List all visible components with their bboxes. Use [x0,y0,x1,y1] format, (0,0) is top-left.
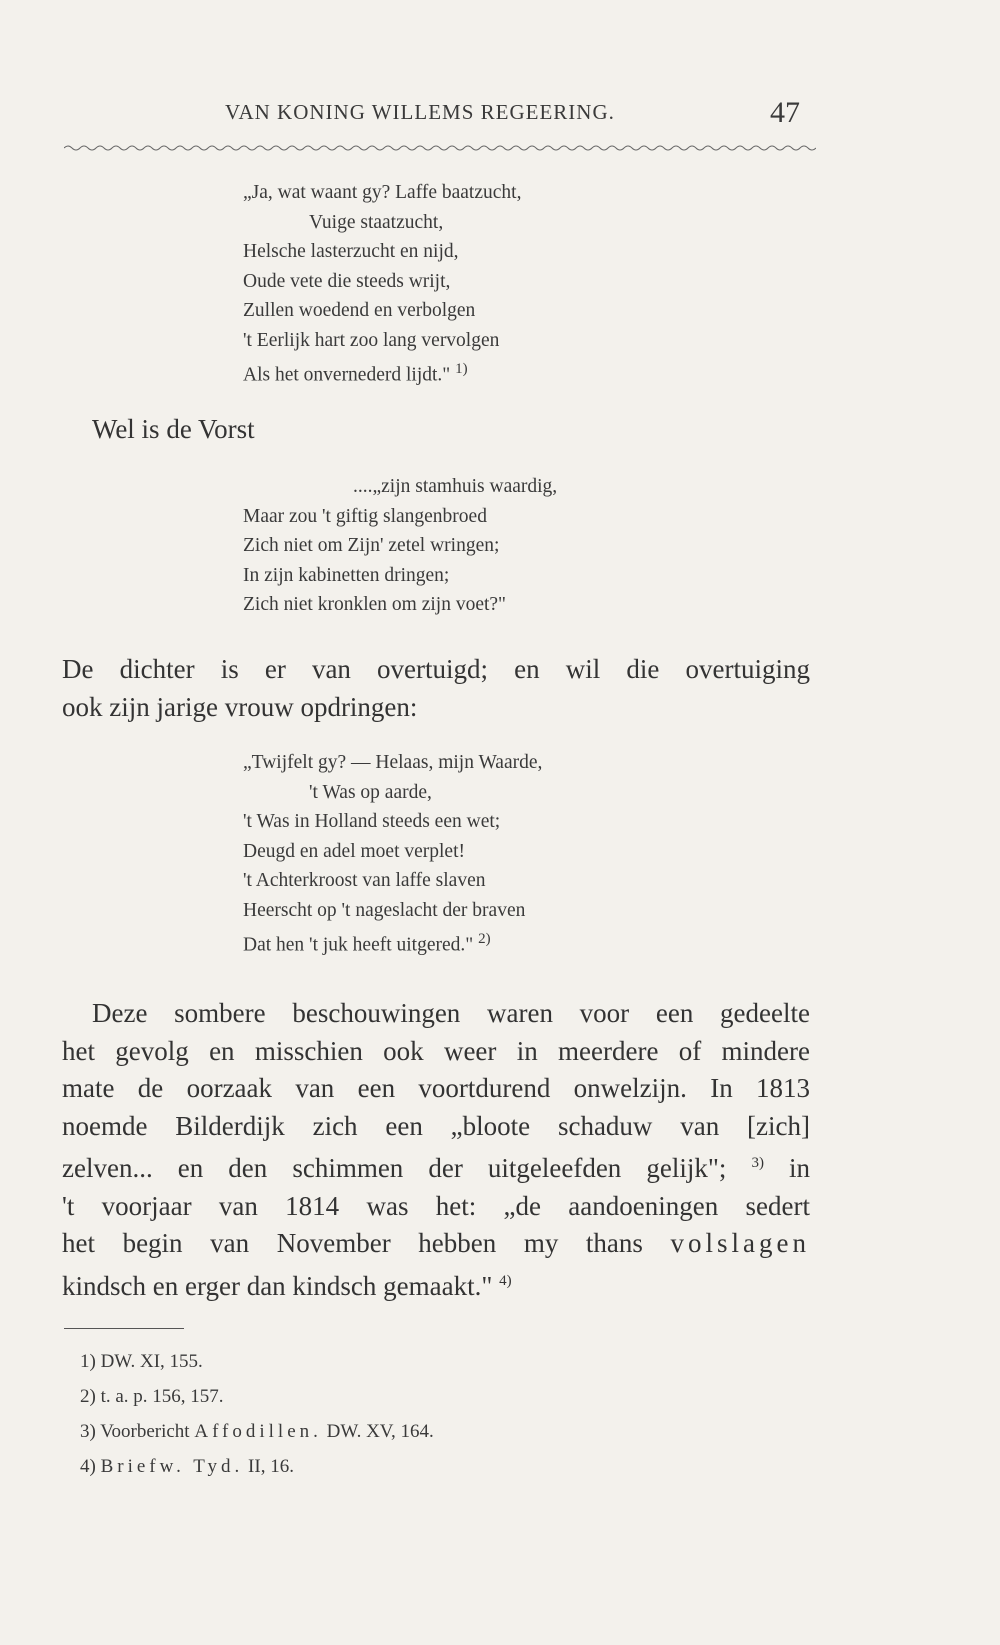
footnote-text: II, 16. [248,1456,294,1477]
verse-stanza-3 [243,748,542,960]
prose-line: noemde Bilderdijk zich een „bloote schaduw van [zich] [62,1110,810,1141]
verse-line: „Twijfelt gy? — Helaas, mijn Waarde, [243,752,543,773]
verse-stanza-1 [243,178,521,390]
prose-line: ook zijn jarige vrouw opdringen: [62,692,418,722]
footnote-text: DW. XV, 164. [326,1421,434,1442]
footnote-rule [64,1328,184,1329]
footnote-spaced: Affodillen. [194,1421,322,1442]
footnote-ref: 1) [455,361,468,377]
verse-line: 't Achterkroost van laffe slaven [243,870,486,891]
verse-line: Deugd en adel moet verplet! [243,840,465,862]
verse-line: Vuige staatzucht, [309,211,444,233]
verse-line: Helsche lasterzucht en nijd, [243,241,459,262]
emphasis-spaced: volslagen [670,1228,810,1258]
verse-line: Maar zou 't giftig slangenbroed [243,505,487,527]
footnote-1: 1) DW. XI, 155. [80,1351,203,1372]
footnote-ref: 4) [499,1272,512,1289]
prose-paragraph-3 [62,995,810,1305]
verse-line: 't Eerlijk hart zoo lang vervolgen [243,329,500,351]
footnote-ref: 2) [478,931,491,947]
verse-line-text: Als het onvernederd lijdt." [243,364,451,386]
prose-line: het gevolg en misschien ook weer in meerdere of mindere [62,1035,810,1066]
verse-line: „Ja, wat waant gy? Laffe baatzucht, [243,182,522,203]
footnote-2: 2) t. a. p. 156, 157. [80,1386,224,1407]
prose-line [62,1225,810,1263]
prose-line: Wel is de Vorst [92,414,255,444]
footnote-text: 4) [80,1456,96,1477]
prose-intro-1 [92,414,255,445]
verse-line [243,355,521,390]
prose-text: kindsch en erger dan kindsch gemaakt." [62,1270,493,1301]
verse-line: 't Was op aarde, [309,781,432,803]
verse-line [243,925,542,960]
footnote-ref: 3) [751,1155,764,1171]
prose-line: mate de oorzaak van een voortdurend onwelzijn. In 1813 [62,1073,810,1103]
footnote-spaced: Briefw. Tyd. [100,1456,244,1477]
prose-line [62,1263,810,1306]
prose-line [62,1145,810,1188]
wavy-rule [64,143,816,153]
prose-line: Deze sombere beschouwingen waren voor een gedeelte [92,998,810,1028]
verse-line: In zijn kabinetten dringen; [243,564,450,586]
verse-stanza-2 [243,472,557,620]
page-number: 47 [770,96,800,129]
prose-line: De dichter is er van overtuigd; en wil die overtuiging [62,654,810,684]
prose-line: 't voorjaar van 1814 was het: „de aandoeningen sedert [62,1190,810,1221]
verse-line-text: Dat hen 't juk heeft uitgered." [243,934,474,956]
prose-text: het begin van November hebben my thans [62,1228,643,1258]
verse-line: Heerscht op 't nageslacht der braven [243,899,526,921]
footnote-4 [80,1449,434,1484]
prose-text: in [789,1153,811,1183]
verse-line: 't Was in Holland steeds een wet; [243,811,501,832]
footnote-3 [80,1414,434,1449]
verse-line: Zullen woedend en verbolgen [243,300,476,321]
footnotes [80,1344,434,1484]
verse-line: Zich niet kronklen om zijn voet?" [243,594,507,615]
verse-line: Oude vete die steeds wrijt, [243,270,451,292]
prose-paragraph-2 [62,650,810,726]
footnote-text: 3) Voorbericht [80,1421,190,1442]
prose-text: zelven... en den schimmen der uitgeleefden gelijk"; [62,1153,727,1183]
verse-line: Zich niet om Zijn' zetel wringen; [243,535,500,556]
running-title: VAN KONING WILLEMS REGEERING. [225,100,615,124]
verse-line: ....„zijn stamhuis waardig, [353,476,558,497]
